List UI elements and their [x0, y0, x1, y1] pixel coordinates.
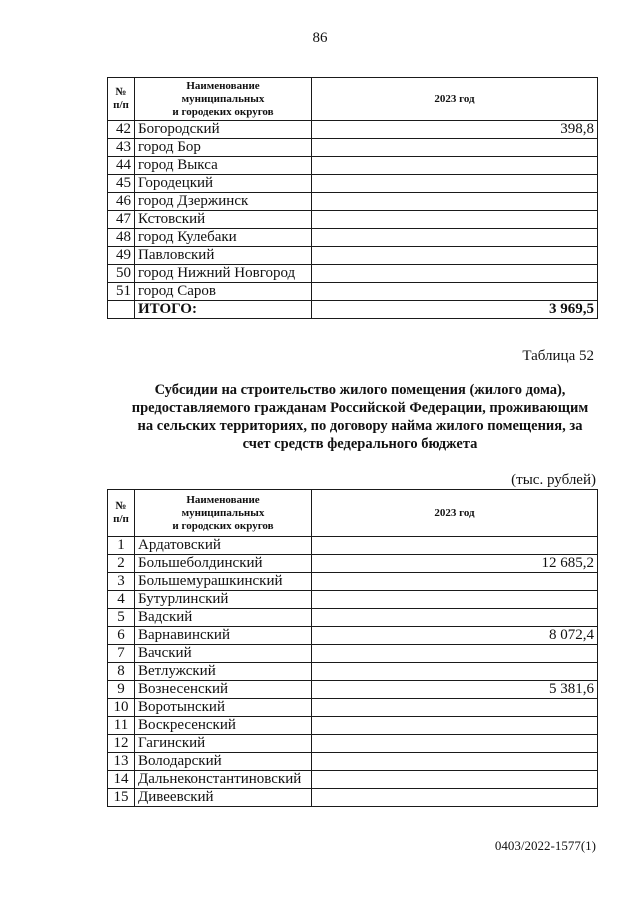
- amount-2023: 5 381,6: [312, 681, 598, 699]
- table-row: [108, 139, 598, 157]
- header-num-line: №: [115, 500, 127, 512]
- table-row: [108, 537, 598, 555]
- amount-2023: [312, 609, 598, 627]
- table-label: Таблица 52: [522, 348, 594, 364]
- document-code: 0403/2022-1577(1): [494, 838, 596, 853]
- amount-2023: [312, 699, 598, 717]
- header-year: 2023 год: [312, 78, 598, 121]
- table-row: [108, 265, 598, 283]
- header-num: [108, 490, 135, 537]
- table-row: [108, 121, 598, 139]
- row-number: 4: [108, 591, 135, 609]
- municipality-name: Вознесенский: [135, 681, 312, 699]
- total-value: 3 969,5: [312, 301, 598, 319]
- amount-2023: [312, 537, 598, 555]
- municipality-name: Большеболдинский: [135, 555, 312, 573]
- amount-2023: [312, 157, 598, 175]
- table-header-row: [108, 78, 598, 121]
- row-number: 13: [108, 753, 135, 771]
- table-row: [108, 211, 598, 229]
- table-row: [108, 247, 598, 265]
- header-name: [135, 490, 312, 537]
- amount-2023: [312, 283, 598, 301]
- amount-2023: [312, 193, 598, 211]
- total-num-cell: [108, 301, 135, 319]
- municipality-name: Ардатовский: [135, 537, 312, 555]
- table-row: [108, 591, 598, 609]
- amount-2023: [312, 735, 598, 753]
- row-number: 1: [108, 537, 135, 555]
- row-number: 46: [108, 193, 135, 211]
- table-row: [108, 627, 598, 645]
- amount-2023: 8 072,4: [312, 627, 598, 645]
- municipality-name: Воскресенский: [135, 717, 312, 735]
- municipality-name: Воротынский: [135, 699, 312, 717]
- table-row: [108, 193, 598, 211]
- amount-2023: [312, 211, 598, 229]
- row-number: 9: [108, 681, 135, 699]
- municipality-name: Павловский: [135, 247, 312, 265]
- table-row: [108, 663, 598, 681]
- amount-2023: [312, 265, 598, 283]
- table-row: [108, 555, 598, 573]
- municipality-name: Вачский: [135, 645, 312, 663]
- table-title: [100, 381, 620, 453]
- municipality-name: Городецкий: [135, 175, 312, 193]
- table-row: [108, 735, 598, 753]
- header-year: 2023 год: [312, 490, 598, 537]
- municipality-name: город Нижний Новгород: [135, 265, 312, 283]
- row-number: 51: [108, 283, 135, 301]
- municipality-name: Богородский: [135, 121, 312, 139]
- row-number: 6: [108, 627, 135, 645]
- row-number: 42: [108, 121, 135, 139]
- table-row: [108, 175, 598, 193]
- total-label: ИТОГО:: [135, 301, 312, 319]
- row-number: 8: [108, 663, 135, 681]
- row-number: 14: [108, 771, 135, 789]
- table-title-line: счет средств федерального бюджета: [242, 436, 478, 452]
- municipality-name: город Кулебаки: [135, 229, 312, 247]
- amount-2023: [312, 771, 598, 789]
- municipality-name: Кстовский: [135, 211, 312, 229]
- municipality-name: Гагинский: [135, 735, 312, 753]
- table-row: [108, 699, 598, 717]
- header-num-line: п/п: [113, 513, 129, 525]
- municipality-name: город Саров: [135, 283, 312, 301]
- header-name-line: и городеких округов: [172, 105, 274, 118]
- table-title-line: предоставляемого гражданам Российской Федерации, проживающим: [131, 400, 589, 416]
- table-row: [108, 609, 598, 627]
- table-title-line: Субсидии на строительство жилого помещения (жилого дома),: [154, 382, 566, 398]
- row-number: 45: [108, 175, 135, 193]
- header-name-line: муниципальных: [181, 506, 265, 519]
- unit-note: (тыс. рублей): [511, 472, 596, 488]
- amount-2023: [312, 789, 598, 807]
- row-number: 2: [108, 555, 135, 573]
- header-name-line: Наименование: [186, 493, 260, 506]
- table-row: [108, 645, 598, 663]
- header-name: [135, 78, 312, 121]
- amount-2023: [312, 247, 598, 265]
- row-number: 10: [108, 699, 135, 717]
- table-row: [108, 771, 598, 789]
- table-subsidies: [107, 489, 598, 807]
- total-row: [108, 301, 598, 319]
- amount-2023: [312, 573, 598, 591]
- municipality-name: Дивеевский: [135, 789, 312, 807]
- table-continued: [107, 77, 598, 319]
- municipality-name: город Дзержинск: [135, 193, 312, 211]
- page-number: 86: [312, 30, 328, 46]
- row-number: 3: [108, 573, 135, 591]
- amount-2023: [312, 645, 598, 663]
- table-title-line: на сельских территориях, по договору найма жилого помещения, за: [137, 418, 583, 434]
- table-row: [108, 229, 598, 247]
- row-number: 43: [108, 139, 135, 157]
- row-number: 7: [108, 645, 135, 663]
- row-number: 44: [108, 157, 135, 175]
- table-row: [108, 283, 598, 301]
- amount-2023: [312, 753, 598, 771]
- municipality-name: Дальнеконстантиновский: [135, 771, 312, 789]
- municipality-name: Большемурашкинский: [135, 573, 312, 591]
- amount-2023: [312, 717, 598, 735]
- municipality-name: город Выкса: [135, 157, 312, 175]
- amount-2023: [312, 139, 598, 157]
- header-num-line: п/п: [113, 99, 129, 111]
- table-header-row: [108, 490, 598, 537]
- table-row: [108, 157, 598, 175]
- row-number: 50: [108, 265, 135, 283]
- municipality-name: город Бор: [135, 139, 312, 157]
- header-name-line: Наименование: [186, 79, 260, 92]
- amount-2023: 398,8: [312, 121, 598, 139]
- table-row: [108, 753, 598, 771]
- table-row: [108, 789, 598, 807]
- amount-2023: [312, 663, 598, 681]
- row-number: 5: [108, 609, 135, 627]
- table-row: [108, 681, 598, 699]
- municipality-name: Варнавинский: [135, 627, 312, 645]
- row-number: 15: [108, 789, 135, 807]
- amount-2023: 12 685,2: [312, 555, 598, 573]
- amount-2023: [312, 591, 598, 609]
- municipality-name: Ветлужский: [135, 663, 312, 681]
- row-number: 11: [108, 717, 135, 735]
- municipality-name: Володарский: [135, 753, 312, 771]
- header-num-line: №: [115, 86, 127, 98]
- header-name-line: муниципальных: [181, 92, 265, 105]
- municipality-name: Вадский: [135, 609, 312, 627]
- row-number: 47: [108, 211, 135, 229]
- row-number: 49: [108, 247, 135, 265]
- table-row: [108, 717, 598, 735]
- row-number: 12: [108, 735, 135, 753]
- municipality-name: Бутурлинский: [135, 591, 312, 609]
- header-num: [108, 78, 135, 121]
- amount-2023: [312, 175, 598, 193]
- header-name-line: и городских округов: [172, 519, 274, 532]
- table-row: [108, 573, 598, 591]
- amount-2023: [312, 229, 598, 247]
- row-number: 48: [108, 229, 135, 247]
